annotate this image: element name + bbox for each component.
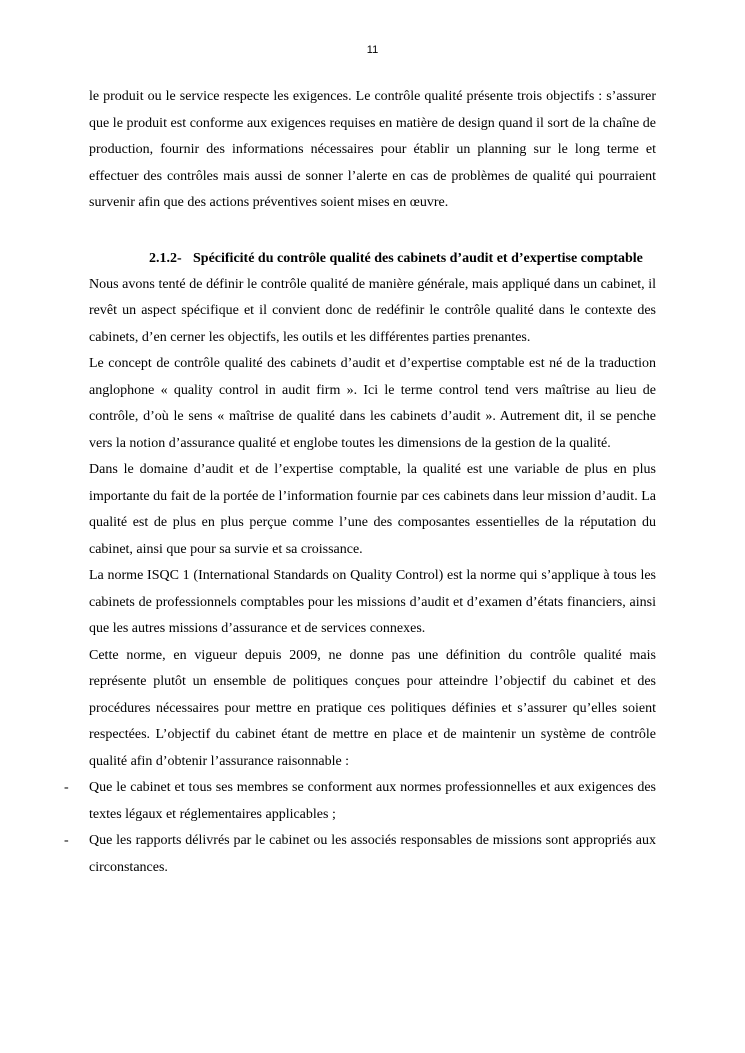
list-item bbox=[64, 775, 656, 828]
section-heading bbox=[89, 246, 656, 272]
list-item bbox=[64, 828, 656, 881]
intro-paragraph: le produit ou le service respecte les exigences. Le contrôle qualité présente trois objectifs : s’assurer que le produit est conforme aux exigences requises en matière de design quand il sort de la chaîne de production, fournir des informations nécessaires pour établir un planning sur le long terme et effectuer des contrôles mais aussi de sonner l’alerte en cas de problèmes de qualité qui pourraient survenir afin que des actions préventives soient mises en œuvre. bbox=[89, 89, 656, 210]
paragraph-isqc1-norm: La norme ISQC 1 (International Standards on Quality Control) est la norme qui s’applique à tous les cabinets de professionnels comptables pour les missions d’audit et d’examen d’états financiers, ainsi que les autres missions d’assurance et de services connexes. bbox=[89, 568, 656, 636]
objectives-list bbox=[64, 775, 656, 881]
section-title: Spécificité du contrôle qualité des cabinets d’audit et d’expertise comptable bbox=[193, 250, 643, 266]
dash-bullet-icon: - bbox=[64, 833, 69, 848]
paragraph-norm-objective: Cette norme, en vigueur depuis 2009, ne donne pas une définition du contrôle qualité mais représente plutôt un ensemble de politiques conçues pour atteindre l’objectif du cabinet et des procédures nécessaires pour mettre en pratique ces politiques définies et s’assurer qu’elles soient respectées. L’objectif du cabinet étant de mettre en place et de maintenir un système de contrôle qualité afin d’obtenir l’assurance raisonnable : bbox=[89, 647, 656, 769]
page-number: 11 bbox=[366, 44, 379, 56]
paragraph-definition-context: Nous avons tenté de définir le contrôle qualité de manière générale, mais appliqué dans un cabinet, il revêt un aspect spécifique et il convient donc de redéfinir le contrôle qualité dans le contexte des cabinets, d’en cerner les objectifs, les outils et les différentes parties prenantes. bbox=[89, 276, 656, 345]
section-number: 2.1.2- bbox=[149, 250, 182, 266]
paragraph-quality-importance: Dans le domaine d’audit et de l’expertise comptable, la qualité est une variable de plus en plus importante du fait de la portée de l’information fournie par ces cabinets dans leur mission d’audit. La qualité est de plus en plus perçue comme l’une des composantes essentielles de la réputation du cabinet, ainsi que pour sa survie et sa croissance. bbox=[89, 462, 656, 557]
page-body bbox=[64, 84, 656, 881]
paragraph-concept-origin: Le concept de contrôle qualité des cabinets d’audit et d’expertise comptable est né de la traduction anglophone « quality control in audit firm ». Ici le terme control tend vers maîtrise au lieu de contrôle, d’où le sens « maîtrise de qualité dans les cabinets d’audit ». Autrement dit, il se penche vers la notion d’assurance qualité et englobe toutes les dimensions de la gestion de la qualité. bbox=[89, 356, 656, 451]
list-item-text: Que le cabinet et tous ses membres se conforment aux normes professionnelles et aux exigences des textes légaux et réglementaires applicables ; bbox=[89, 780, 656, 822]
dash-bullet-icon: - bbox=[64, 780, 69, 795]
list-item-text: Que les rapports délivrés par le cabinet ou les associés responsables de missions sont appropriés aux circonstances. bbox=[89, 833, 656, 875]
